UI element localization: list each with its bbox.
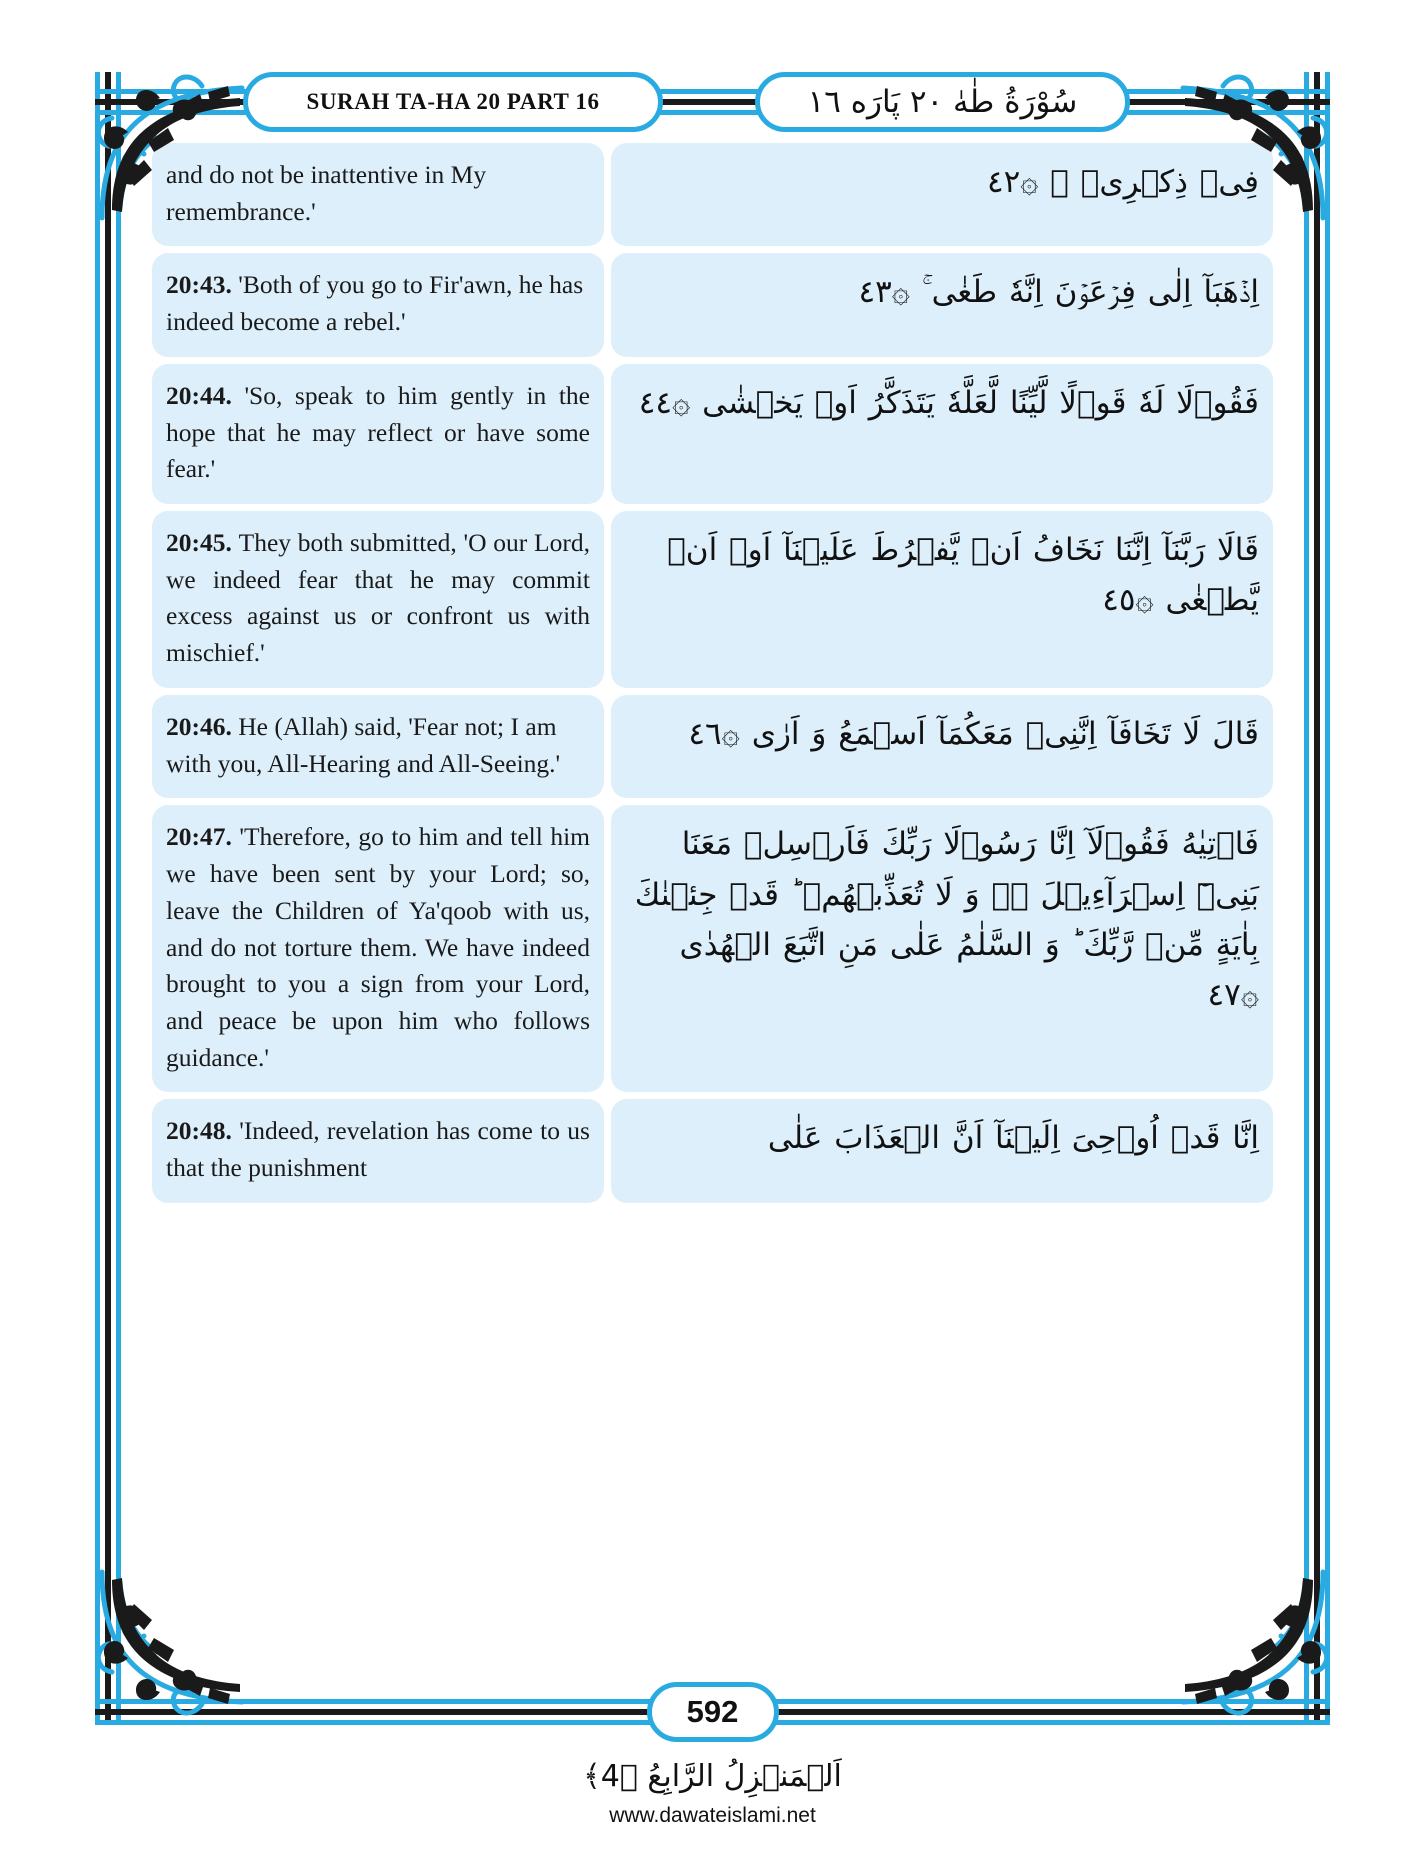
verse-row: [152, 805, 1273, 1092]
verse-translation-panel: [152, 805, 604, 1092]
verse-arabic-panel: [611, 805, 1273, 1092]
verse-number: 20:48.: [166, 1116, 240, 1146]
verse-arabic-text: فَقُوۡلَا لَهٗ قَوۡلًا لَّيِّنًا لَّعَلَّهٗ يَتَذَكَّرُ اَوۡ يَخۡشٰى ۞٤٤: [638, 384, 1259, 421]
verse-number: 20:44.: [166, 380, 245, 410]
verse-number: 20:45.: [166, 528, 239, 558]
verse-translation-text: 'So, speak to him gently in the hope that he may reflect or have some fear.': [166, 380, 590, 484]
verse-arabic-panel: [611, 143, 1273, 246]
verse-translation-panel: [152, 364, 604, 504]
page-number-badge: [647, 1682, 779, 1742]
verse-translation-text: They both submitted, 'O our Lord, we indeed fear that he may commit excess against us or confront us with mischief.': [166, 528, 590, 668]
border-line-right-outer: [1325, 72, 1330, 1722]
verse-number: 20:47.: [166, 822, 240, 852]
border-line-left-outer: [95, 72, 100, 1722]
website-url[interactable]: www.dawateislami.net: [609, 1804, 816, 1827]
verse-arabic-panel: [611, 364, 1273, 504]
border-line-right-middle: [1314, 72, 1320, 1722]
verse-arabic-panel: [611, 253, 1273, 356]
verse-translation-panel: [152, 1099, 604, 1202]
verse-arabic-text: قَالَ لَا تَخَافَآ اِنَّنِىۡ مَعَكُمَآ اَسۡمَعُ وَ اَرٰى ۞٤٦: [688, 715, 1259, 752]
verse-arabic-panel: [611, 1099, 1273, 1202]
verse-translation-text: 'Both of you go to Fir'awn, he has indeed become a rebel.': [166, 270, 584, 337]
header-tab-surah-arabic: [755, 72, 1130, 132]
verse-arabic-text: قَالَا رَبَّنَآ اِنَّنَا نَخَافُ اَنۡ يَّفۡرُطَ عَلَيۡنَآ اَوۡ اَنۡ يَّطۡغٰى ۞٤٥: [667, 532, 1259, 619]
border-line-left-inner: [116, 72, 121, 1722]
verse-row: [152, 143, 1273, 246]
page-number: 592: [686, 1694, 739, 1729]
verse-arabic-panel: [611, 511, 1273, 688]
verse-row: [152, 364, 1273, 504]
verse-translation-panel: [152, 695, 604, 798]
verse-number: 20:43.: [166, 270, 239, 300]
verse-row: [152, 1099, 1273, 1202]
verse-arabic-text: فَاۡتِيٰهُ فَقُوۡلَآ اِنَّا رَسُوۡلَا رَبِّكَ فَاَرۡسِلۡ مَعَنَا بَنِىۡٓ اِسۡرَآءِيۡلَ ۙ۬ وَ لَا تُعَذِّبۡهُمۡ ؕ قَدۡ جِئۡنٰكَ بِاٰيَةٍ مِّنۡ رَّبِّكَ ؕ وَ السَّلٰمُ عَلٰى مَنِ اتَّبَعَ الۡهُدٰى ۞٤٧: [634, 826, 1259, 1013]
verse-arabic-text: اِنَّا قَدۡ اُوۡحِىَ اِلَيۡنَآ اَنَّ الۡعَذَابَ عَلٰى: [767, 1120, 1259, 1157]
corner-ornament-top-left: [82, 58, 247, 223]
corner-ornament-top-right: [1178, 58, 1343, 223]
corner-ornament-bottom-right: [1178, 1567, 1343, 1732]
corner-ornament-bottom-left: [82, 1567, 247, 1732]
verse-arabic-panel: [611, 695, 1273, 798]
verse-translation-panel: [152, 253, 604, 356]
border-line-right-inner: [1304, 72, 1309, 1722]
verse-translation-text: 'Indeed, revelation has come to us that the punishment: [166, 1116, 590, 1183]
verse-number: 20:46.: [166, 711, 239, 741]
verse-arabic-text: اِذۡهَبَآ اِلٰى فِرۡعَوۡنَ اِنَّهٗ طَغٰى ۚ ۞٤٣: [858, 274, 1259, 311]
verse-translation-panel: [152, 511, 604, 688]
border-line-left-middle: [105, 72, 111, 1722]
manzil-label: اَلۡمَنۡزِلُ الرَّابِعُ ﴿4﴾: [583, 1759, 842, 1794]
verse-list: [152, 143, 1273, 1690]
page-header: [95, 72, 1330, 134]
verse-row: [152, 253, 1273, 356]
verse-translation-text: 'Therefore, go to him and tell him we have been sent by your Lord; so, leave the Children of Ya'qoob with us, and do not torture them. We have indeed brought to you a sign from your Lord, and peace be upon him who follows guidance.': [166, 822, 590, 1072]
header-tab-surah-english: [243, 72, 663, 132]
verse-translation-text: He (Allah) said, 'Fear not; I am with you, All-Hearing and All-Seeing.': [166, 711, 561, 778]
verse-arabic-text: فِىۡ ذِكۡرِىۡ ۚ ۞٤٢: [986, 164, 1259, 200]
verse-row: [152, 695, 1273, 798]
page-footer: [95, 1682, 1330, 1742]
verse-row: [152, 511, 1273, 688]
surah-title-english: SURAH TA-HA 20 PART 16: [306, 89, 600, 114]
verse-translation-text: and do not be inattentive in My remembrance.': [166, 160, 487, 226]
surah-title-arabic: سُوْرَةُ طٰهٰ ٢٠ پَارَه ١٦: [807, 83, 1078, 120]
